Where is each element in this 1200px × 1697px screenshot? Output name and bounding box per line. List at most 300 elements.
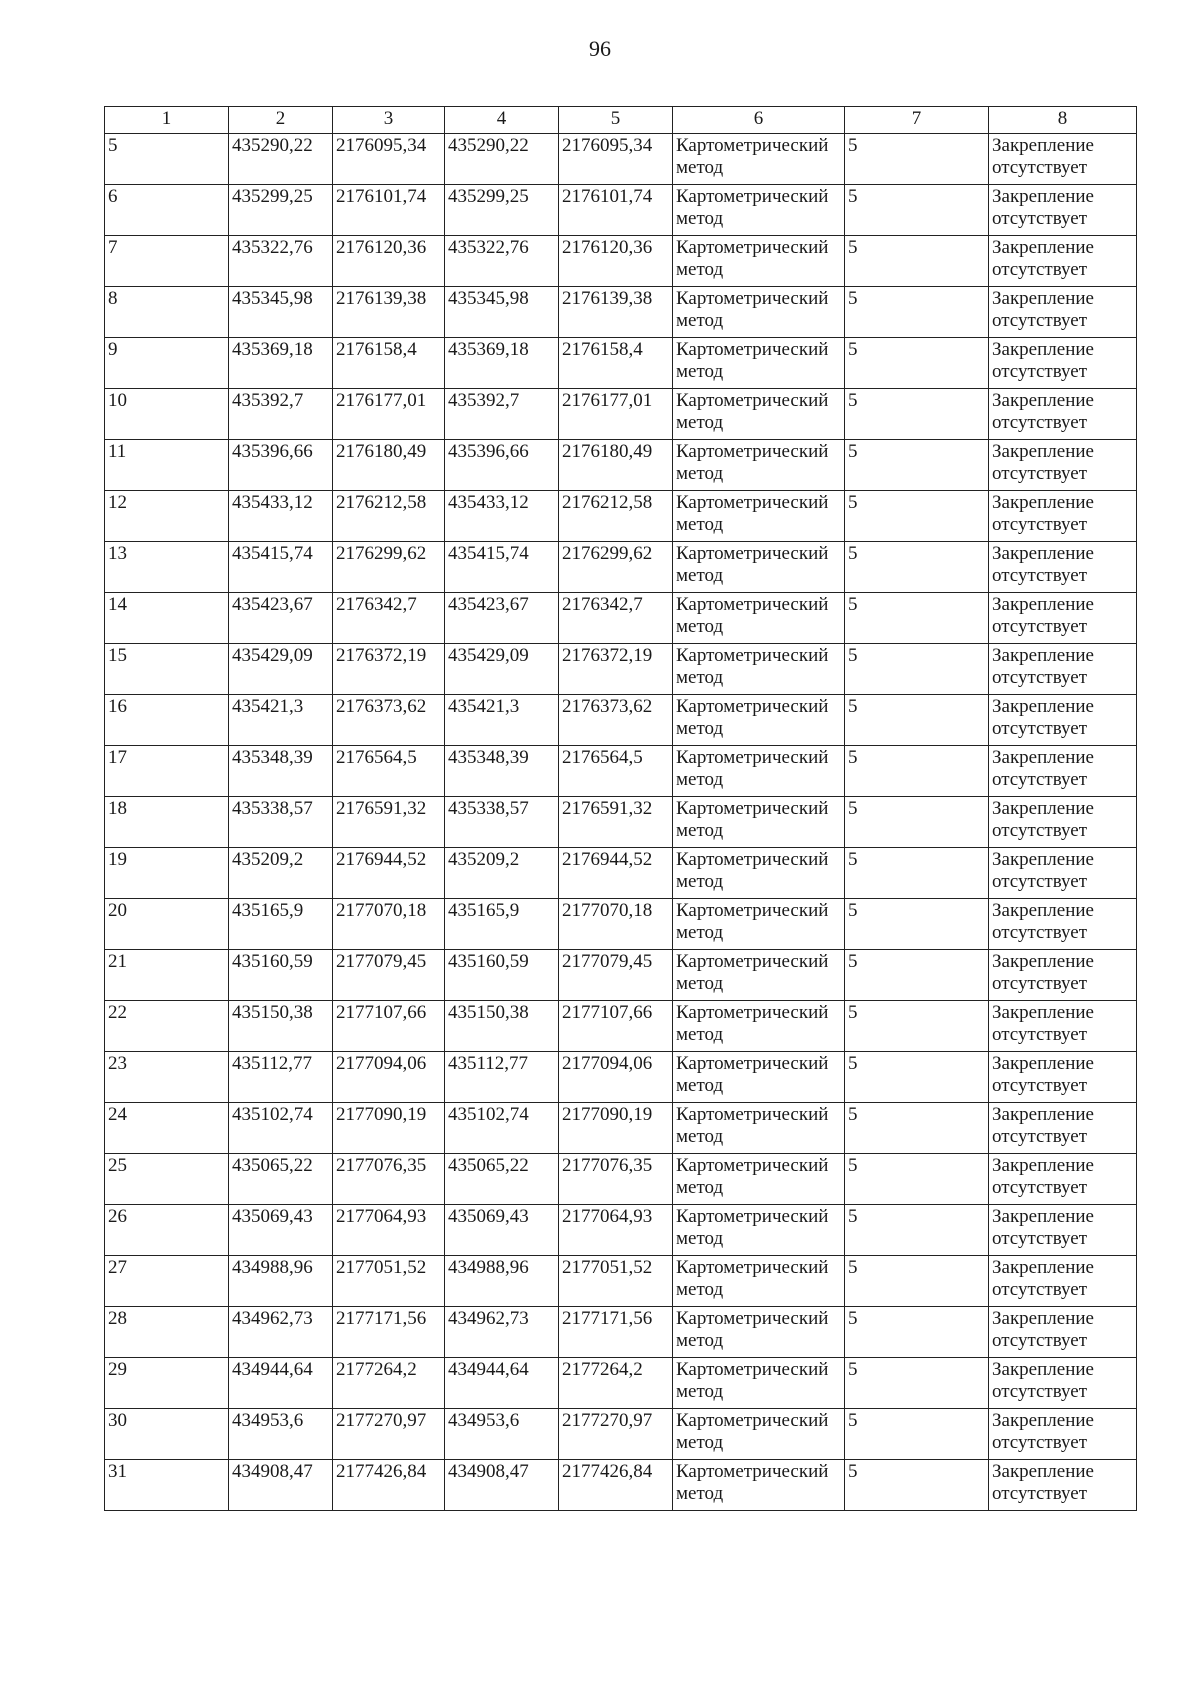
method-text: метод	[676, 1126, 724, 1147]
coordinate-x-cell: 435165,9	[229, 899, 333, 950]
method-text: Картометрический	[676, 339, 829, 360]
method-cell	[673, 1154, 845, 1205]
fixation-text: отсутствует	[992, 1279, 1088, 1300]
fixation-text: отсутствует	[992, 1177, 1088, 1198]
coordinate-y-cell: 2176299,62	[333, 542, 445, 593]
fixation-text: отсутствует	[992, 208, 1088, 229]
method-cell	[673, 746, 845, 797]
accuracy-cell: 5	[845, 950, 989, 1001]
point-number-cell: 11	[105, 440, 229, 491]
coordinate-x-cell: 435348,39	[229, 746, 333, 797]
fixation-text: отсутствует	[992, 1075, 1088, 1096]
table-row	[105, 1052, 1137, 1103]
fixation-text: Закрепление	[992, 645, 1094, 666]
column-header: 4	[445, 107, 559, 134]
method-text: метод	[676, 157, 724, 178]
table-row	[105, 1103, 1137, 1154]
coordinate-x-cell: 435069,43	[229, 1205, 333, 1256]
method-cell	[673, 1001, 845, 1052]
method-text: Картометрический	[676, 1359, 829, 1380]
point-number-cell: 9	[105, 338, 229, 389]
coordinate-x-new-cell: 435423,67	[445, 593, 559, 644]
method-text: метод	[676, 361, 724, 382]
column-header: 1	[105, 107, 229, 134]
coordinate-y-cell: 2177076,35	[333, 1154, 445, 1205]
coordinate-x-cell: 435415,74	[229, 542, 333, 593]
fixation-cell	[989, 440, 1137, 491]
fixation-cell	[989, 1154, 1137, 1205]
coordinate-x-cell: 434944,64	[229, 1358, 333, 1409]
table-row	[105, 593, 1137, 644]
method-text: метод	[676, 718, 724, 739]
accuracy-cell: 5	[845, 746, 989, 797]
coordinate-y-cell: 2177090,19	[333, 1103, 445, 1154]
method-cell	[673, 491, 845, 542]
coordinate-y-new-cell: 2177270,97	[559, 1409, 673, 1460]
accuracy-cell: 5	[845, 695, 989, 746]
table-row	[105, 1205, 1137, 1256]
fixation-text: отсутствует	[992, 922, 1088, 943]
fixation-text: Закрепление	[992, 747, 1094, 768]
method-text: Картометрический	[676, 135, 829, 156]
fixation-text: Закрепление	[992, 237, 1094, 258]
table-row	[105, 644, 1137, 695]
coordinate-y-cell: 2176944,52	[333, 848, 445, 899]
fixation-text: Закрепление	[992, 186, 1094, 207]
method-text: метод	[676, 259, 724, 280]
fixation-text: Закрепление	[992, 1104, 1094, 1125]
accuracy-cell: 5	[845, 1001, 989, 1052]
coordinate-x-cell: 435102,74	[229, 1103, 333, 1154]
coordinate-x-cell: 435392,7	[229, 389, 333, 440]
fixation-cell	[989, 1205, 1137, 1256]
coordinate-x-cell: 435369,18	[229, 338, 333, 389]
coordinate-x-new-cell: 435421,3	[445, 695, 559, 746]
method-cell	[673, 644, 845, 695]
method-text: Картометрический	[676, 1410, 829, 1431]
coordinate-y-new-cell: 2176177,01	[559, 389, 673, 440]
method-cell	[673, 1358, 845, 1409]
table-row	[105, 1001, 1137, 1052]
point-number-cell: 7	[105, 236, 229, 287]
fixation-text: Закрепление	[992, 1206, 1094, 1227]
method-cell	[673, 542, 845, 593]
table-row	[105, 440, 1137, 491]
column-header: 6	[673, 107, 845, 134]
point-number-cell: 26	[105, 1205, 229, 1256]
method-text: Картометрический	[676, 594, 829, 615]
method-text: Картометрический	[676, 390, 829, 411]
accuracy-cell: 5	[845, 389, 989, 440]
accuracy-cell: 5	[845, 1358, 989, 1409]
method-text: Картометрический	[676, 543, 829, 564]
fixation-text: Закрепление	[992, 798, 1094, 819]
coordinate-y-cell: 2177079,45	[333, 950, 445, 1001]
fixation-cell	[989, 899, 1137, 950]
coordinate-x-new-cell: 435112,77	[445, 1052, 559, 1103]
fixation-cell	[989, 1358, 1137, 1409]
fixation-text: отсутствует	[992, 769, 1088, 790]
coordinate-x-new-cell: 435338,57	[445, 797, 559, 848]
column-header: 8	[989, 107, 1137, 134]
coordinate-y-cell: 2176372,19	[333, 644, 445, 695]
coordinate-x-cell: 435299,25	[229, 185, 333, 236]
coordinate-x-new-cell: 435150,38	[445, 1001, 559, 1052]
coordinate-y-new-cell: 2177264,2	[559, 1358, 673, 1409]
fixation-text: отсутствует	[992, 157, 1088, 178]
coordinate-y-new-cell: 2177051,52	[559, 1256, 673, 1307]
fixation-text: Закрепление	[992, 1155, 1094, 1176]
table-body	[105, 134, 1137, 1511]
coordinate-y-new-cell: 2177090,19	[559, 1103, 673, 1154]
method-text: Картометрический	[676, 900, 829, 921]
table-row	[105, 542, 1137, 593]
fixation-cell	[989, 1307, 1137, 1358]
coordinates-table	[104, 106, 1137, 1511]
fixation-text: отсутствует	[992, 361, 1088, 382]
method-text: Картометрический	[676, 1308, 829, 1329]
method-text: Картометрический	[676, 237, 829, 258]
method-text: метод	[676, 922, 724, 943]
table-row	[105, 389, 1137, 440]
fixation-text: отсутствует	[992, 616, 1088, 637]
table-row	[105, 1460, 1137, 1511]
coordinate-y-cell: 2176591,32	[333, 797, 445, 848]
column-header: 5	[559, 107, 673, 134]
coordinate-x-cell: 435209,2	[229, 848, 333, 899]
coordinate-x-new-cell: 434962,73	[445, 1307, 559, 1358]
fixation-text: отсутствует	[992, 412, 1088, 433]
point-number-cell: 22	[105, 1001, 229, 1052]
fixation-cell	[989, 236, 1137, 287]
method-cell	[673, 236, 845, 287]
coordinate-y-new-cell: 2176212,58	[559, 491, 673, 542]
fixation-text: отсутствует	[992, 718, 1088, 739]
coordinate-x-new-cell: 434988,96	[445, 1256, 559, 1307]
coordinate-x-new-cell: 435322,76	[445, 236, 559, 287]
coordinate-x-new-cell: 435165,9	[445, 899, 559, 950]
table-row	[105, 185, 1137, 236]
method-cell	[673, 389, 845, 440]
point-number-cell: 6	[105, 185, 229, 236]
coordinate-y-new-cell: 2176101,74	[559, 185, 673, 236]
point-number-cell: 18	[105, 797, 229, 848]
point-number-cell: 21	[105, 950, 229, 1001]
fixation-cell	[989, 746, 1137, 797]
table-row	[105, 746, 1137, 797]
fixation-cell	[989, 1256, 1137, 1307]
method-text: Картометрический	[676, 1002, 829, 1023]
fixation-cell	[989, 389, 1137, 440]
method-text: метод	[676, 1024, 724, 1045]
coordinate-y-cell: 2177094,06	[333, 1052, 445, 1103]
coordinate-x-cell: 435421,3	[229, 695, 333, 746]
coordinate-x-cell: 434988,96	[229, 1256, 333, 1307]
table-header-row	[105, 107, 1137, 134]
coordinate-y-cell: 2176373,62	[333, 695, 445, 746]
accuracy-cell: 5	[845, 542, 989, 593]
method-text: метод	[676, 1177, 724, 1198]
fixation-text: отсутствует	[992, 1381, 1088, 1402]
point-number-cell: 31	[105, 1460, 229, 1511]
fixation-text: отсутствует	[992, 463, 1088, 484]
method-text: метод	[676, 1330, 724, 1351]
method-text: метод	[676, 616, 724, 637]
fixation-text: отсутствует	[992, 1024, 1088, 1045]
method-text: метод	[676, 1483, 724, 1504]
coordinate-x-new-cell: 435392,7	[445, 389, 559, 440]
coordinate-y-new-cell: 2176180,49	[559, 440, 673, 491]
table-row	[105, 1256, 1137, 1307]
method-cell	[673, 1103, 845, 1154]
fixation-text: отсутствует	[992, 1432, 1088, 1453]
fixation-text: Закрепление	[992, 594, 1094, 615]
accuracy-cell: 5	[845, 1409, 989, 1460]
coordinate-x-cell: 435429,09	[229, 644, 333, 695]
method-text: метод	[676, 412, 724, 433]
accuracy-cell: 5	[845, 1052, 989, 1103]
point-number-cell: 25	[105, 1154, 229, 1205]
fixation-cell	[989, 848, 1137, 899]
method-text: метод	[676, 514, 724, 535]
accuracy-cell: 5	[845, 1205, 989, 1256]
fixation-text: отсутствует	[992, 1126, 1088, 1147]
coordinate-y-new-cell: 2176944,52	[559, 848, 673, 899]
fixation-text: Закрепление	[992, 339, 1094, 360]
method-cell	[673, 1460, 845, 1511]
coordinate-x-cell: 435423,67	[229, 593, 333, 644]
accuracy-cell: 5	[845, 1103, 989, 1154]
method-text: метод	[676, 1432, 724, 1453]
fixation-text: отсутствует	[992, 1483, 1088, 1504]
method-text: метод	[676, 463, 724, 484]
coordinate-y-cell: 2177171,56	[333, 1307, 445, 1358]
table-row	[105, 134, 1137, 185]
method-text: Картометрический	[676, 849, 829, 870]
table-row	[105, 848, 1137, 899]
accuracy-cell: 5	[845, 899, 989, 950]
fixation-cell	[989, 338, 1137, 389]
point-number-cell: 24	[105, 1103, 229, 1154]
fixation-cell	[989, 1001, 1137, 1052]
method-text: метод	[676, 1381, 724, 1402]
coordinate-x-cell: 435290,22	[229, 134, 333, 185]
coordinate-y-cell: 2177264,2	[333, 1358, 445, 1409]
coordinate-y-new-cell: 2176299,62	[559, 542, 673, 593]
fixation-text: Закрепление	[992, 1461, 1094, 1482]
coordinate-y-new-cell: 2176095,34	[559, 134, 673, 185]
method-cell	[673, 848, 845, 899]
table-row	[105, 491, 1137, 542]
fixation-cell	[989, 1052, 1137, 1103]
coordinate-x-cell: 435338,57	[229, 797, 333, 848]
coordinate-x-new-cell: 435069,43	[445, 1205, 559, 1256]
coordinate-y-cell: 2176212,58	[333, 491, 445, 542]
fixation-text: Закрепление	[992, 1053, 1094, 1074]
method-text: Картометрический	[676, 951, 829, 972]
fixation-text: отсутствует	[992, 1228, 1088, 1249]
table-row	[105, 338, 1137, 389]
fixation-text: отсутствует	[992, 514, 1088, 535]
fixation-cell	[989, 491, 1137, 542]
coordinate-x-cell: 434953,6	[229, 1409, 333, 1460]
point-number-cell: 8	[105, 287, 229, 338]
point-number-cell: 10	[105, 389, 229, 440]
coordinate-y-cell: 2176342,7	[333, 593, 445, 644]
method-cell	[673, 950, 845, 1001]
coordinate-y-cell: 2176139,38	[333, 287, 445, 338]
accuracy-cell: 5	[845, 1307, 989, 1358]
point-number-cell: 28	[105, 1307, 229, 1358]
method-cell	[673, 338, 845, 389]
fixation-text: Закрепление	[992, 390, 1094, 411]
fixation-cell	[989, 695, 1137, 746]
point-number-cell: 16	[105, 695, 229, 746]
method-cell	[673, 899, 845, 950]
fixation-text: отсутствует	[992, 973, 1088, 994]
fixation-cell	[989, 287, 1137, 338]
method-text: метод	[676, 1075, 724, 1096]
method-cell	[673, 185, 845, 236]
fixation-text: отсутствует	[992, 667, 1088, 688]
coordinate-y-new-cell: 2177064,93	[559, 1205, 673, 1256]
coordinate-x-cell: 435160,59	[229, 950, 333, 1001]
method-cell	[673, 593, 845, 644]
fixation-text: Закрепление	[992, 492, 1094, 513]
fixation-text: отсутствует	[992, 310, 1088, 331]
coordinate-y-cell: 2176564,5	[333, 746, 445, 797]
table-row	[105, 1154, 1137, 1205]
coordinate-x-new-cell: 435345,98	[445, 287, 559, 338]
method-text: метод	[676, 871, 724, 892]
point-number-cell: 29	[105, 1358, 229, 1409]
coordinate-y-cell: 2176120,36	[333, 236, 445, 287]
coordinate-y-new-cell: 2176373,62	[559, 695, 673, 746]
fixation-cell	[989, 134, 1137, 185]
method-text: метод	[676, 973, 724, 994]
method-text: Картометрический	[676, 288, 829, 309]
coordinate-y-new-cell: 2177076,35	[559, 1154, 673, 1205]
coordinate-x-new-cell: 435396,66	[445, 440, 559, 491]
coordinate-x-cell: 435322,76	[229, 236, 333, 287]
coordinate-y-new-cell: 2177426,84	[559, 1460, 673, 1511]
coordinate-y-new-cell: 2176591,32	[559, 797, 673, 848]
fixation-cell	[989, 950, 1137, 1001]
accuracy-cell: 5	[845, 287, 989, 338]
coordinate-x-new-cell: 435065,22	[445, 1154, 559, 1205]
accuracy-cell: 5	[845, 185, 989, 236]
coordinate-x-cell: 435112,77	[229, 1052, 333, 1103]
method-text: Картометрический	[676, 1053, 829, 1074]
coordinate-y-new-cell: 2176342,7	[559, 593, 673, 644]
method-text: Картометрический	[676, 441, 829, 462]
fixation-text: Закрепление	[992, 900, 1094, 921]
coordinate-y-new-cell: 2177107,66	[559, 1001, 673, 1052]
fixation-text: Закрепление	[992, 135, 1094, 156]
accuracy-cell: 5	[845, 134, 989, 185]
fixation-cell	[989, 797, 1137, 848]
coordinate-y-cell: 2177051,52	[333, 1256, 445, 1307]
coordinate-y-new-cell: 2176158,4	[559, 338, 673, 389]
fixation-text: Закрепление	[992, 1410, 1094, 1431]
method-text: Картометрический	[676, 1461, 829, 1482]
fixation-cell	[989, 1103, 1137, 1154]
coordinate-x-cell: 435433,12	[229, 491, 333, 542]
accuracy-cell: 5	[845, 1154, 989, 1205]
column-header: 3	[333, 107, 445, 134]
fixation-text: Закрепление	[992, 441, 1094, 462]
fixation-cell	[989, 593, 1137, 644]
fixation-text: Закрепление	[992, 1002, 1094, 1023]
point-number-cell: 20	[105, 899, 229, 950]
method-text: Картометрический	[676, 696, 829, 717]
method-cell	[673, 797, 845, 848]
accuracy-cell: 5	[845, 1256, 989, 1307]
method-text: Картометрический	[676, 186, 829, 207]
coordinate-x-new-cell: 435299,25	[445, 185, 559, 236]
method-text: метод	[676, 1279, 724, 1300]
method-cell	[673, 1052, 845, 1103]
coordinate-x-new-cell: 435102,74	[445, 1103, 559, 1154]
method-text: Картометрический	[676, 492, 829, 513]
method-text: метод	[676, 310, 724, 331]
method-text: Картометрический	[676, 1155, 829, 1176]
coordinate-x-cell: 434962,73	[229, 1307, 333, 1358]
coordinate-y-cell: 2176180,49	[333, 440, 445, 491]
method-text: Картометрический	[676, 1104, 829, 1125]
accuracy-cell: 5	[845, 338, 989, 389]
fixation-text: Закрепление	[992, 696, 1094, 717]
coordinate-x-cell: 435396,66	[229, 440, 333, 491]
coordinate-y-new-cell: 2177171,56	[559, 1307, 673, 1358]
coordinate-x-new-cell: 435160,59	[445, 950, 559, 1001]
fixation-text: Закрепление	[992, 849, 1094, 870]
coordinate-x-new-cell: 435433,12	[445, 491, 559, 542]
table-row	[105, 1358, 1137, 1409]
table-row	[105, 950, 1137, 1001]
fixation-text: Закрепление	[992, 543, 1094, 564]
method-cell	[673, 440, 845, 491]
coordinate-y-new-cell: 2177079,45	[559, 950, 673, 1001]
coordinate-y-new-cell: 2176120,36	[559, 236, 673, 287]
method-text: метод	[676, 1228, 724, 1249]
point-number-cell: 27	[105, 1256, 229, 1307]
method-text: Картометрический	[676, 747, 829, 768]
table-row	[105, 1409, 1137, 1460]
coordinate-x-cell: 435065,22	[229, 1154, 333, 1205]
method-cell	[673, 1409, 845, 1460]
point-number-cell: 30	[105, 1409, 229, 1460]
fixation-cell	[989, 1409, 1137, 1460]
method-text: метод	[676, 565, 724, 586]
fixation-cell	[989, 644, 1137, 695]
fixation-cell	[989, 1460, 1137, 1511]
accuracy-cell: 5	[845, 236, 989, 287]
coordinate-x-cell: 435345,98	[229, 287, 333, 338]
accuracy-cell: 5	[845, 440, 989, 491]
point-number-cell: 23	[105, 1052, 229, 1103]
method-text: метод	[676, 820, 724, 841]
coordinate-x-new-cell: 434953,6	[445, 1409, 559, 1460]
coordinate-y-cell: 2177426,84	[333, 1460, 445, 1511]
method-text: метод	[676, 208, 724, 229]
coordinate-y-cell: 2177064,93	[333, 1205, 445, 1256]
fixation-cell	[989, 542, 1137, 593]
fixation-text: Закрепление	[992, 288, 1094, 309]
fixation-text: отсутствует	[992, 565, 1088, 586]
method-text: Картометрический	[676, 1206, 829, 1227]
method-cell	[673, 695, 845, 746]
